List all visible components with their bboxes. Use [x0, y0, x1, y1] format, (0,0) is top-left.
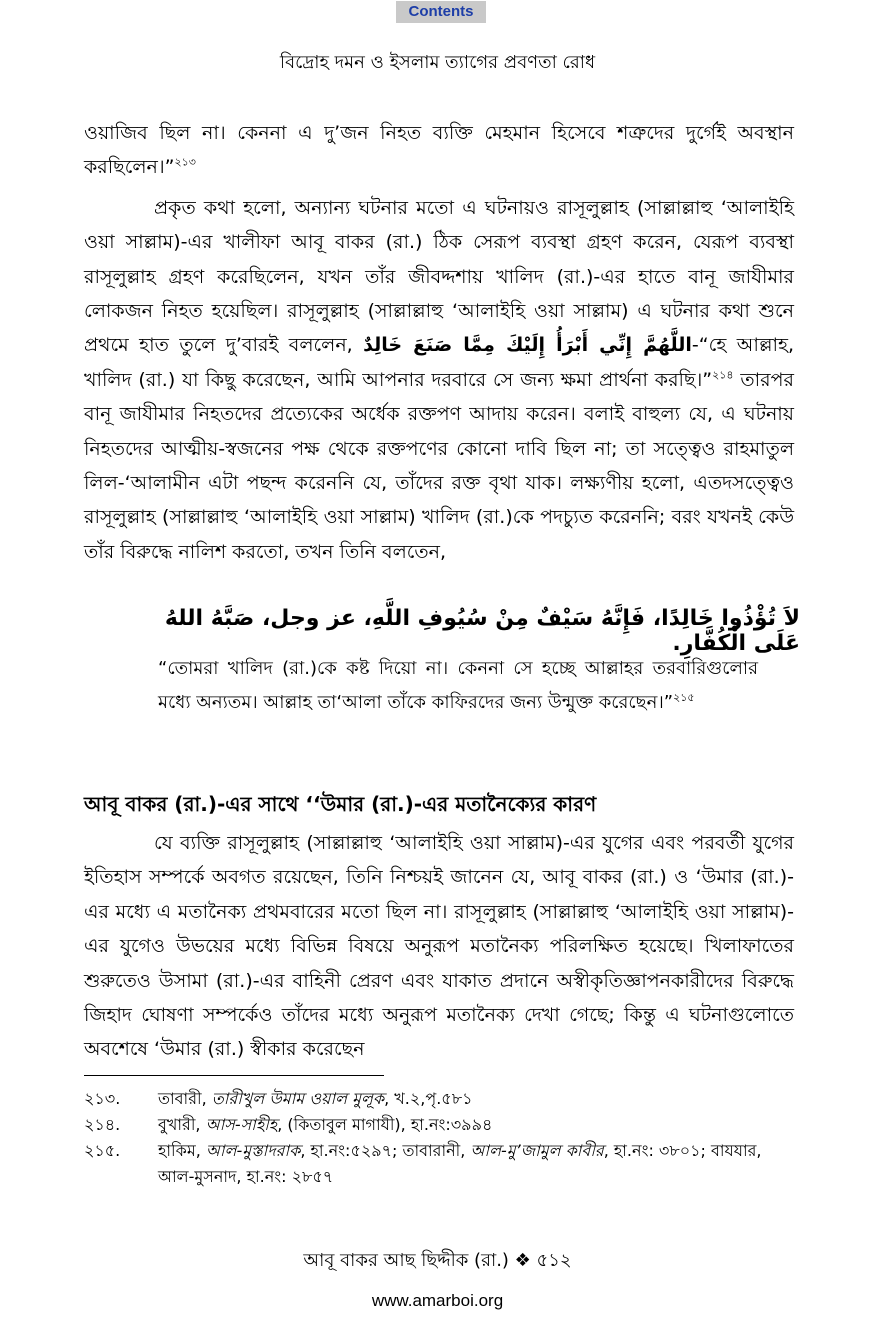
footnotes	[84, 1086, 794, 1190]
footnote-ref-213[interactable]: ২১৩	[174, 156, 196, 170]
arabic-hadith: لاَ تُؤْذُوا خَالِدًا، فَإِنَّهُ سَيْفٌ مِنْ سُيُوفِ اللَّهِ، عز وجل، صَبَّهُ اللهُ عَلَى الْكُفَّارِ.	[164, 606, 800, 656]
footnote-text: বুখারী, আস-সাহীহ, (কিতাবুল মাগাযী), হা.নং:৩৯৯৪	[158, 1115, 493, 1134]
footnote-text: হাকিম, আল-মুস্তাদরাক, হা.নং:৫২৯৭; তাবারানী, আল-মু’জামুল কাবীর, হা.নং: ৩৮০১; বাযযার, আল-মুসনাদ, হা.নং: ২৮৫৭	[158, 1141, 762, 1186]
section-heading: আবূ বাকর (রা.)-এর সাথে ‘‘উমার (রা.)-এর মতানৈক্যের কারণ	[84, 792, 597, 816]
contents-button[interactable]: Contents	[396, 1, 486, 23]
footnote-item	[84, 1112, 794, 1138]
paragraph-1	[84, 116, 794, 185]
body-text-bottom	[84, 826, 794, 1067]
paragraph-2-part-c: তারপর বানূ জাযীমার নিহতদের প্রত্যেকের অর্ধেক রক্তপণ আদায় করেন। বলাই বাহুল্য যে, এ ঘটনায় নিহতদের আত্মীয়-স্বজনের পক্ষ থেকে রক্তপণের কোনো দাবি ছিল না; তা সত্ত্বেও রাহমাতুল লিল-‘আলামীন এটা পছন্দ করেননি যে, তাঁদের রক্ত বৃথা যাক। লক্ষ্যণীয় হলো, এতদসত্ত্বেও রাসূলুল্লাহ (সাল্লাল্লাহু ‘আলাইহি ওয়া সাল্লাম) খালিদ (রা.)কে পদচ্যুত করেননি; বরং যখনই কেউ তাঁর বিরুদ্ধে নালিশ করতো, তখন তিনি বলতেন,	[84, 368, 794, 563]
running-header: বিদ্রোহ দমন ও ইসলাম ত্যাগের প্রবণতা রোধ	[279, 52, 596, 73]
paragraph-3: যে ব্যক্তি রাসূলুল্লাহ (সাল্লাল্লাহু ‘আলাইহি ওয়া সাল্লাম)-এর যুগের এবং পরবর্তী যুগের ইতিহাস সম্পর্কে অবগত রয়েছেন, তিনি নিশ্চয়ই জানেন যে, আবূ বাকর (রা.) ও ‘উমার (রা.)-এর মধ্যে এ মতানৈক্য প্রথমবারের মতো ছিল না। রাসূলুল্লাহ (সাল্লাল্লাহু ‘আলাইহি ওয়া সাল্লাম)-এর যুগেও উভয়ের মধ্যে বিভিন্ন বিষয়ে অনুরূপ মতানৈক্য পরিলক্ষিত হয়েছে। খিলাফাতের শুরুতেও উসামা (রা.)-এর বাহিনী প্রেরণ এবং যাকাত প্রদানে অস্বীকৃতিজ্ঞাপনকারীদের বিরুদ্ধে জিহাদ ঘোষণা সম্পর্কেও তাঁদের মধ্যে অনুরূপ মতানৈক্য দেখা গেছে; কিন্তু এ ঘটনাগুলোতে অবশেষে ‘উমার (রা.) স্বীকার করেছেন	[84, 832, 794, 1061]
page-footer: আবূ বাকর আছ ছিদ্দীক (রা.) ❖ ৫১২	[303, 1250, 572, 1271]
block-quote	[158, 652, 758, 720]
body-text-top	[84, 116, 794, 569]
footnote-ref-215[interactable]: ২১৫	[673, 691, 695, 704]
footnote-number: ২১৪.	[84, 1115, 121, 1134]
website-link[interactable]: www.amarboi.org	[371, 1291, 504, 1310]
footnote-number: ২১৫.	[84, 1141, 121, 1160]
footnote-ref-214[interactable]: ২১৪	[712, 368, 734, 382]
arabic-dua: اللَّهُمَّ إِنِّي أَبْرَأُ إِلَيْكَ مِمَّا صَنَعَ خَالِدٌ	[363, 334, 692, 357]
paragraph-1-text: ওয়াজিব ছিল না। কেননা এ দু’জন নিহত ব্যক্তি মেহমান হিসেবে শত্রুদের দুর্গেই অবস্থান করছিলেন।”	[84, 122, 794, 179]
paragraph-2-part-b: -“হে আল্লাহ, খালিদ (রা.) যা কিছু করেছেন, আমি আপনার দরবারে সে জন্য ক্ষমা প্রার্থনা করছি।”	[84, 334, 794, 391]
paragraph-2-part-a: প্রকৃত কথা হলো, অন্যান্য ঘটনার মতো এ ঘটনায়ও রাসূলুল্লাহ (সাল্লাল্লাহু ‘আলাইহি ওয়া সাল্লাম)-এর খালীফা আবূ বাকর (রা.) ঠিক সেরূপ ব্যবস্থা গ্রহণ করেন, যেরূপ ব্যবস্থা রাসূলুল্লাহ গ্রহণ করেছিলেন, যখন তাঁর জীবদ্দশায় খালিদ (রা.)-এর হাতে বানূ জাযীমার লোকজন নিহত হয়েছিল। রাসূলুল্লাহ (সাল্লাল্লাহু ‘আলাইহি ওয়া সাল্লাম) এ ঘটনার কথা শুনে প্রথমে হাত তুলে দু’বারই বললেন,	[84, 196, 794, 357]
footnote-divider	[84, 1075, 384, 1076]
footnote-item	[84, 1086, 794, 1112]
paragraph-2	[84, 191, 794, 569]
footnote-item	[84, 1138, 794, 1190]
quote-text: “তোমরা খালিদ (রা.)কে কষ্ট দিয়ো না। কেননা সে হচ্ছে আল্লাহর তরবারিগুলোর মধ্যে অন্যতম। আল্লাহ তা‘আলা তাঁকে কাফিরদের জন্য উন্মুক্ত করেছেন।”	[158, 658, 758, 713]
footnote-text: তাবারী, তারীখুল উমাম ওয়াল মুলূক, খ.২,পৃ.৫৮১	[158, 1089, 473, 1108]
footnote-number: ২১৩.	[84, 1089, 121, 1108]
